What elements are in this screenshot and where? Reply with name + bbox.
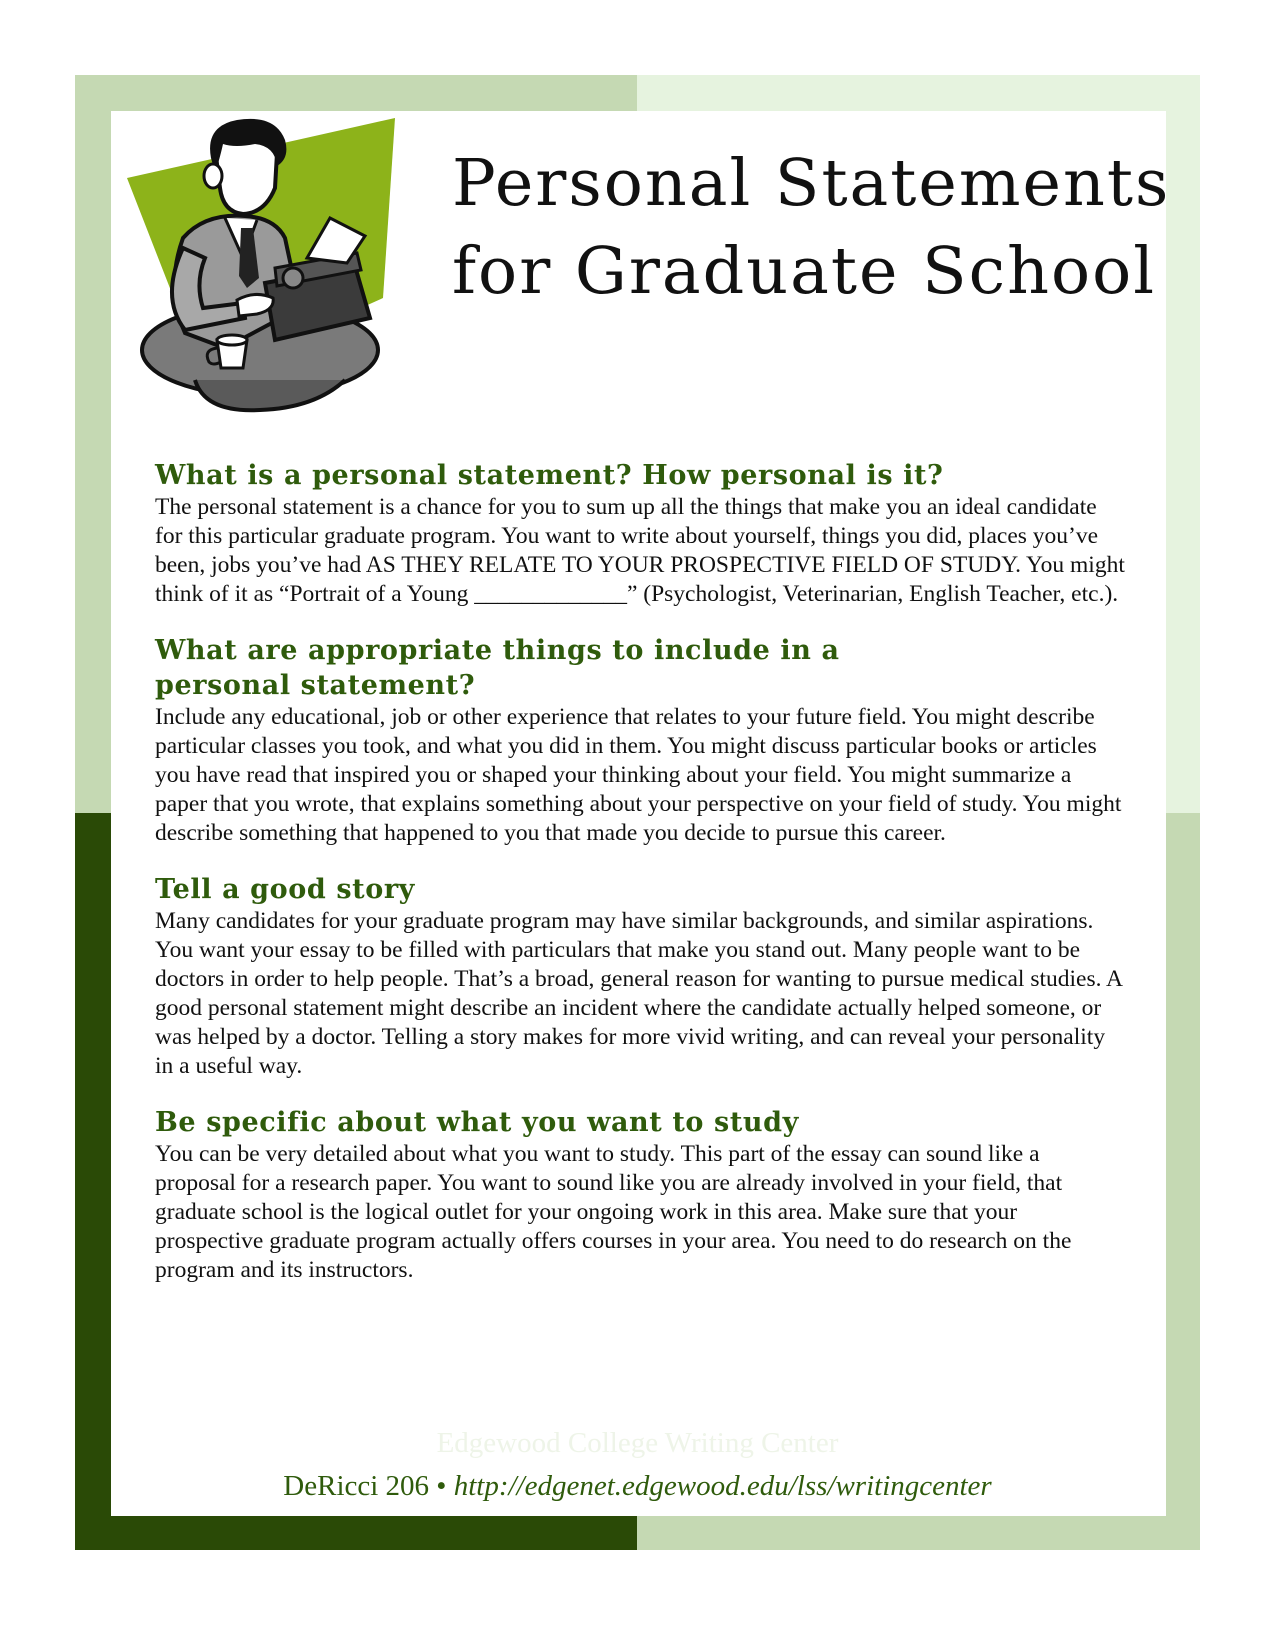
page-title (452, 140, 1171, 316)
section-body: Many candidates for your graduate program may have similar backgrounds, and similar aspirations. You want your essay to be filled with particulars that make you stand out. Many people want to be doctors in order to help people. That’s a broad, general reason for wanting to pursue medical studies. A good personal statement might describe an incident where the candidate actually helped someone, or was helped by a doctor. Telling a story makes for more vivid writing, and can reveal your personality in a useful way. (155, 908, 1122, 1079)
section-heading: Be specific about what you want to study (155, 1107, 799, 1138)
footer-separator: • (436, 1470, 447, 1502)
faded-center-name: Edgewood College Writing Center (436, 1427, 839, 1459)
section-tell-story (155, 872, 1125, 1081)
title-line-1: Personal Statements (452, 146, 1171, 221)
section-body: The personal statement is a chance for you to sum up all the things that make you an ideal candidate for this particular graduate program. You want to write about yourself, things you did, places you’ve been, jobs you’ve had AS THEY RELATE TO YOUR PROSPECTIVE FIELD OF STUDY. You might think of it as “Portrait of a Young _____________” (Psychologist, Veterinarian, English Teacher, etc.). (155, 494, 1125, 607)
title-line-2: for Graduate School (452, 234, 1156, 309)
footer (0, 1470, 1275, 1503)
section-body: You can be very detailed about what you want to study. This part of the essay can sound like a proposal for a research paper. You want to sound like you are already involved in your field, that graduate school is the logical outlet for your ongoing work in this area. Make sure that your prospective graduate program actually offers courses in your area. You need to do research on the program and its instructors. (155, 1141, 1072, 1283)
section-heading: What are appropriate things to include in a personal statement? (155, 635, 840, 701)
section-be-specific (155, 1105, 1125, 1285)
footer-location: DeRicci 206 (283, 1470, 430, 1502)
section-body: Include any educational, job or other experience that relates to your future field. You might describe particular classes you took, and what you did in them. You might discuss particular books or articles you have read that inspired you or shaped your thinking about your field. You might summarize a paper that you wrote, that explains something about your perspective on your field of study. You might describe something that happened to you that made you decide to pursue this career. (155, 704, 1122, 846)
main-content (155, 458, 1125, 1309)
man-at-typewriter-icon (125, 118, 415, 418)
section-heading: What is a personal statement? How personal is it? (155, 460, 944, 491)
footer-url-link[interactable]: http://edgenet.edgewood.edu/lss/writingcenter (453, 1470, 992, 1502)
section-heading: Tell a good story (155, 874, 415, 905)
section-what-is (155, 458, 1125, 609)
section-what-to-include (155, 633, 1125, 848)
